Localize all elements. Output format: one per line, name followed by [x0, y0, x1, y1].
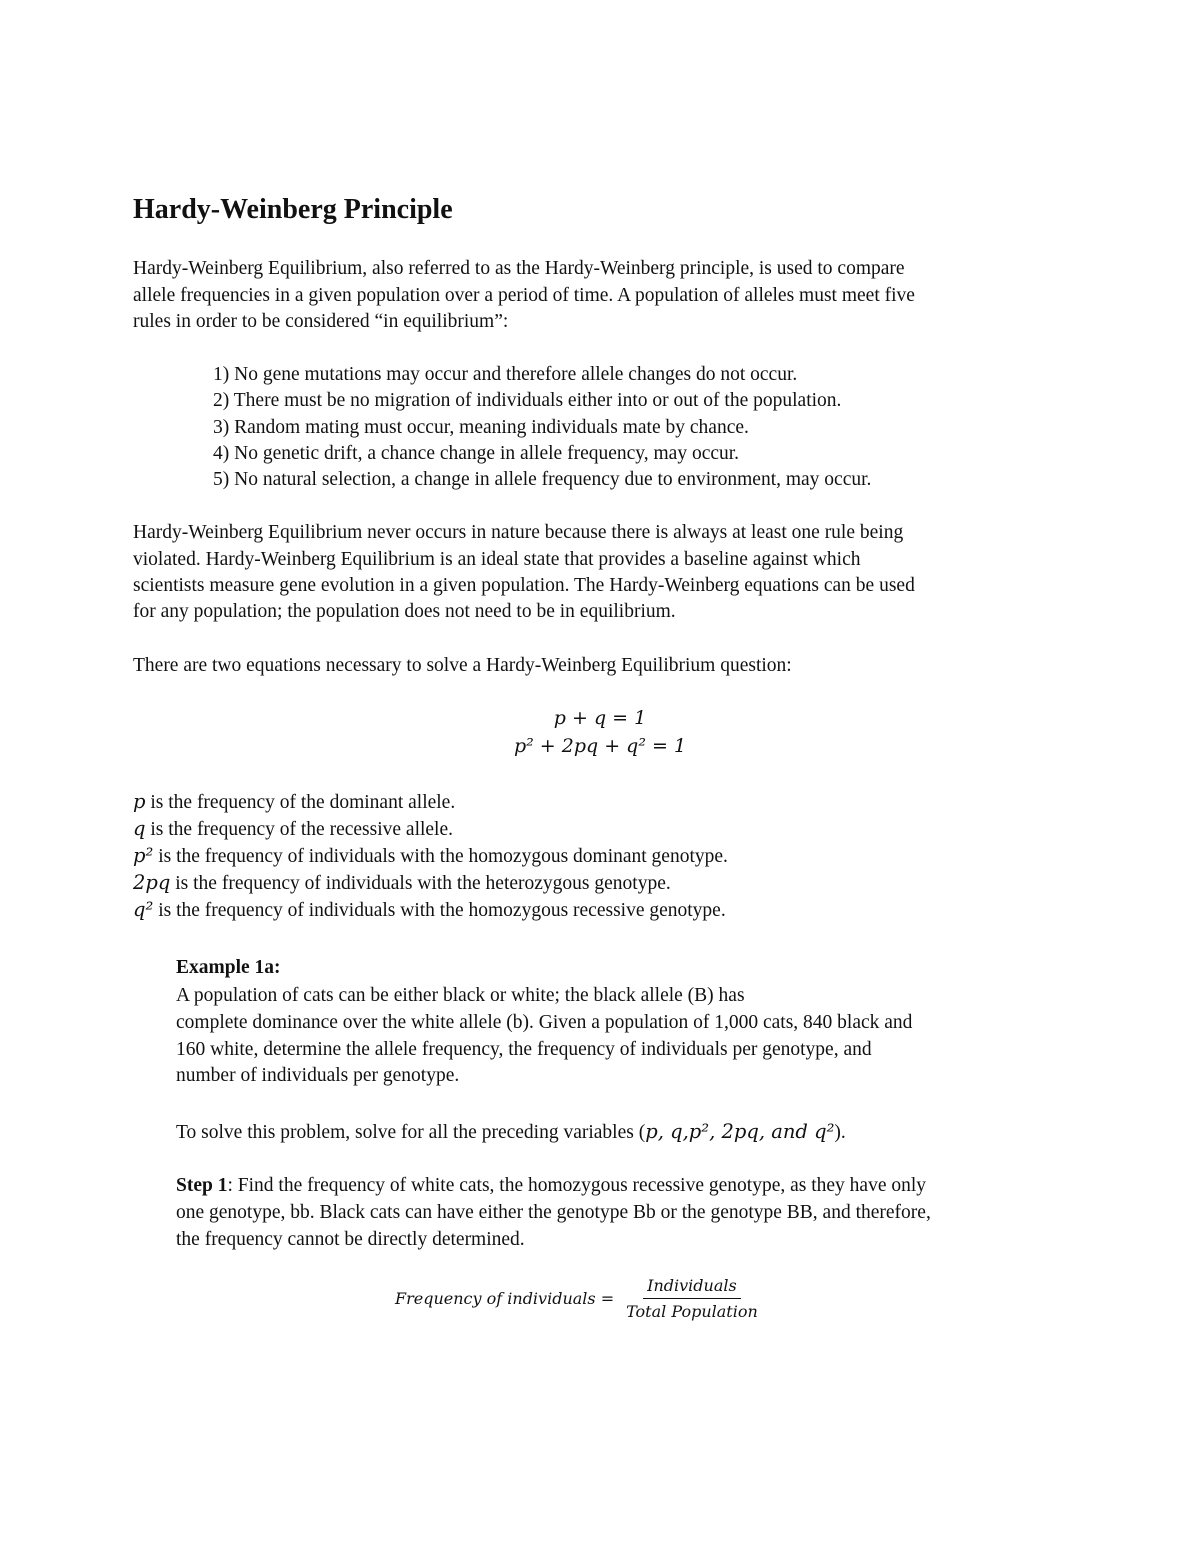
text-line: one genotype, bb. Black cats can have either the genotype Bb or the genotype BB, and therefore, — [176, 1202, 931, 1223]
list-item: 2) There must be no migration of individuals either into or out of the population. — [213, 390, 842, 411]
text-line: scientists measure gene evolution in a given population. The Hardy-Weinberg equations can be used — [133, 575, 915, 596]
definition-item: p is the frequency of the dominant allele. — [133, 790, 456, 813]
frequency-formula — [395, 1276, 758, 1321]
numerator: Individuals — [643, 1276, 741, 1299]
example-heading: Example 1a: — [176, 957, 281, 978]
definition-item: p² is the frequency of individuals with the homozygous dominant genotype. — [133, 844, 728, 867]
fraction — [626, 1276, 758, 1321]
text-line: number of individuals per genotype. — [176, 1065, 460, 1086]
text-line: 160 white, determine the allele frequency, the frequency of individuals per genotype, and — [176, 1039, 872, 1060]
definition-item: q is the frequency of the recessive allele. — [133, 817, 454, 840]
text-line: A population of cats can be either black or white; the black allele (B) has — [176, 985, 745, 1006]
text-line: for any population; the population does not need to be in equilibrium. — [133, 601, 676, 622]
text-line: the frequency cannot be directly determined. — [176, 1229, 525, 1250]
text-line: rules in order to be considered “in equilibrium”: — [133, 311, 509, 332]
step-1-line: Step 1: Find the frequency of white cats, the homozygous recessive genotype, as they have only — [176, 1175, 927, 1196]
list-item: 1) No gene mutations may occur and therefore allele changes do not occur. — [213, 364, 798, 385]
text-line: complete dominance over the white allele (b). Given a population of 1,000 cats, 840 black and — [176, 1012, 913, 1033]
text-line: allele frequencies in a given population over a period of time. A population of alleles must meet five — [133, 285, 915, 306]
page-title: Hardy-Weinberg Principle — [133, 194, 453, 225]
formula-lhs: Frequency of individuals = — [395, 1289, 615, 1308]
denominator: Total Population — [626, 1302, 758, 1321]
equation-1: p + q = 1 — [553, 707, 647, 729]
paragraph-3: There are two equations necessary to solve a Hardy-Weinberg Equilibrium question: — [133, 655, 792, 676]
text-line: violated. Hardy-Weinberg Equilibrium is an ideal state that provides a baseline against which — [133, 549, 861, 570]
list-item: 3) Random mating must occur, meaning individuals mate by chance. — [213, 417, 749, 438]
text-line: Hardy-Weinberg Equilibrium, also referred to as the Hardy-Weinberg principle, is used to compare — [133, 258, 905, 279]
list-item: 5) No natural selection, a change in allele frequency due to environment, may occur. — [213, 469, 872, 490]
definition-item: q² is the frequency of individuals with the homozygous recessive genotype. — [133, 898, 726, 921]
solve-instruction: To solve this problem, solve for all the preceding variables (p, q,p², 2pq, and q²). — [176, 1120, 846, 1143]
list-item: 4) No genetic drift, a chance change in allele frequency, may occur. — [213, 443, 740, 464]
definition-item: 2pq is the frequency of individuals with the heterozygous genotype. — [133, 871, 671, 894]
equation-2: p² + 2pq + q² = 1 — [513, 735, 687, 757]
text-line: Hardy-Weinberg Equilibrium never occurs in nature because there is always at least one rule being — [133, 522, 904, 543]
